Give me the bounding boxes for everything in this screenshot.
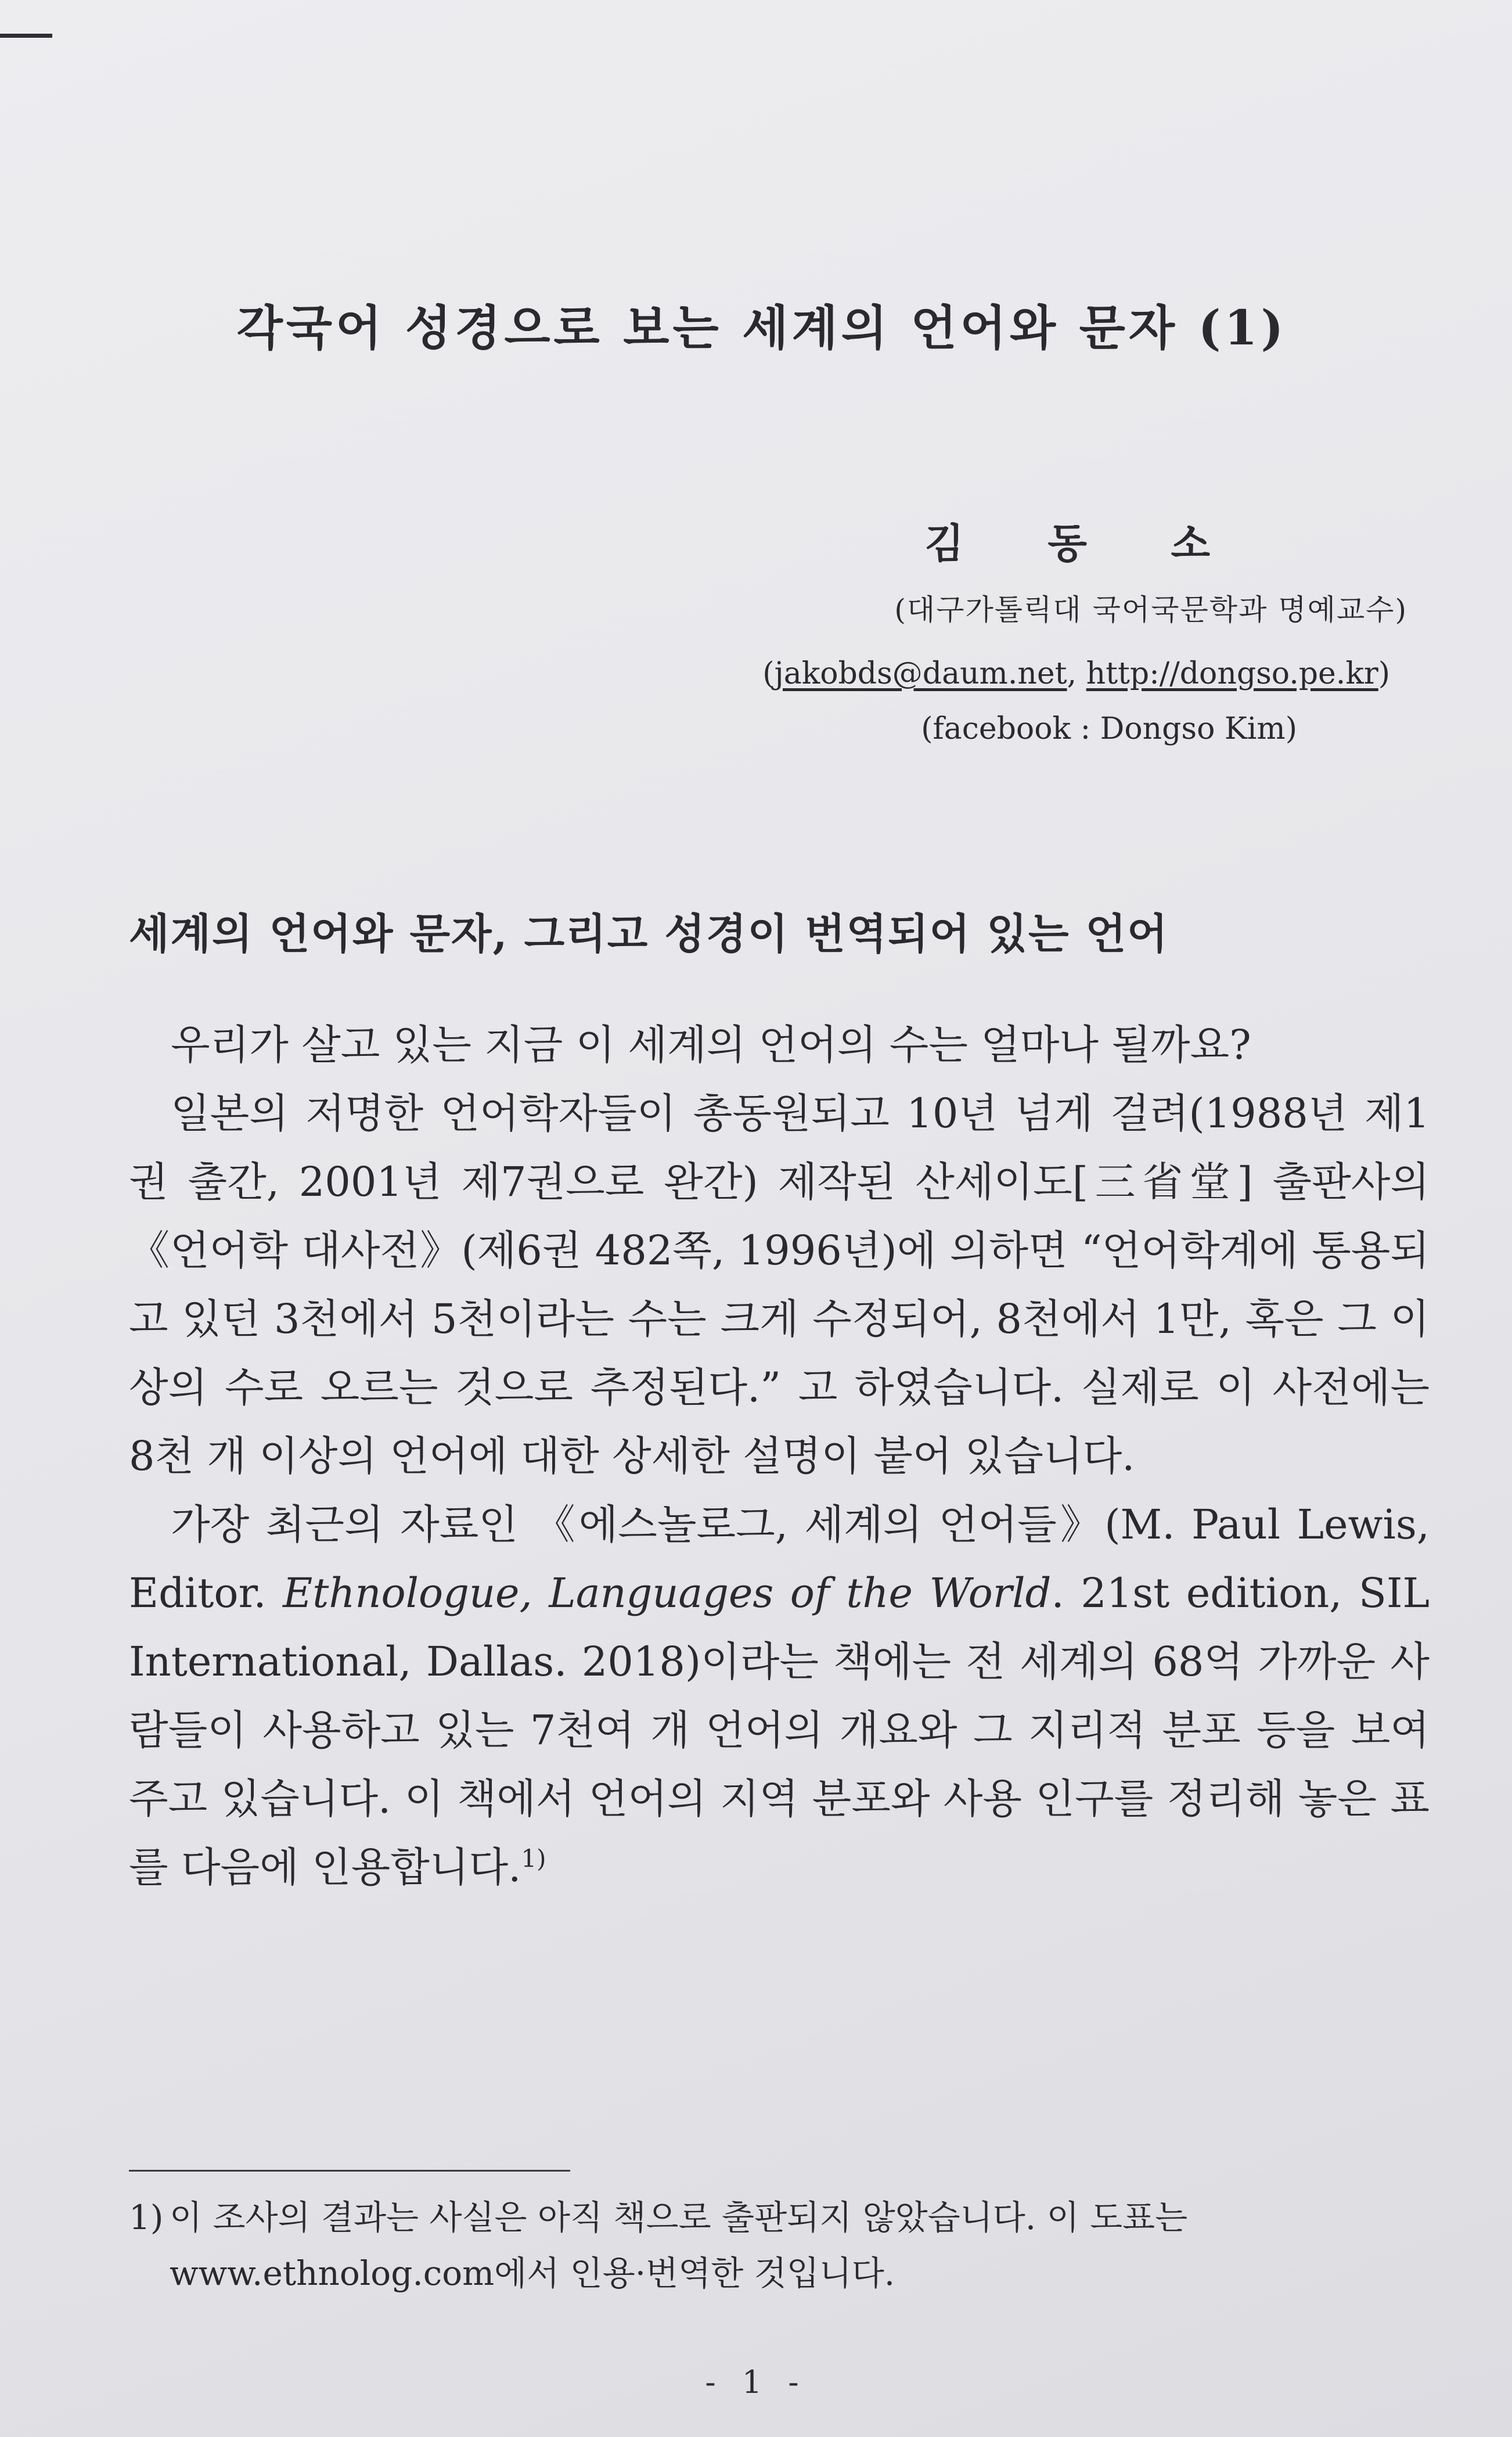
book-title-italic: Ethnologue, Languages of the World	[283, 1569, 1052, 1617]
footnote-reference[interactable]: 1)	[521, 1844, 546, 1873]
footnote-text-line-1: 이 조사의 결과는 사실은 아직 책으로 출판되지 않았습니다. 이 도표는	[170, 2198, 1188, 2237]
paragraph-3-part-b: . 21st edition, SIL International, Dallas. 2018)이라는 책에는 전 세계의 68억 가까운 사람들이 사용하고 있는 7천여 개 언어의 개요와 그 지리적 분포 등을 보여 주고 있습니다. 이 책에서 언어의 지역 분포와 사용 인구를 정리해 놓은 표를 다음에 인용합니다.	[129, 1569, 1430, 1891]
contact-open-paren: (	[762, 656, 775, 691]
page-number: - 1 -	[705, 2364, 807, 2400]
author-website-link[interactable]: http://dongso.pe.kr	[1086, 656, 1378, 691]
corner-mark	[0, 34, 52, 38]
footnote	[129, 2190, 1441, 2301]
paragraph-1: 우리가 살고 있는 지금 이 세계의 언어의 수는 얼마나 될까요?	[171, 1021, 1251, 1069]
author-contact	[762, 656, 1390, 691]
document-title: 각국어 성경으로 보는 세계의 언어와 문자 (1)	[236, 300, 1287, 356]
author-email-link[interactable]: jakobds@daum.net	[774, 656, 1067, 691]
paragraph-3	[129, 1490, 1430, 1902]
author-name: 김 동 소	[924, 519, 1245, 567]
body-text	[129, 1011, 1430, 1902]
section-heading: 세계의 언어와 문자, 그리고 성경이 번역되어 있는 언어	[129, 909, 1169, 958]
footnote-divider	[129, 2170, 570, 2172]
paragraph-2: 일본의 저명한 언어학자들이 총동원되고 10년 넘게 걸려(1988년 제1권 출간, 2001년 제7권으로 완간) 제작된 산세이도[三省堂] 출판사의 《언어학 대사전》(제6권 482쪽, 1996년)에 의하면 “언어학계에 통용되고 있던 3천에서 5천이라는 수는 크게 수정되어, 8천에서 1만, 혹은 그 이상의 수로 오르는 것으로 추정된다.” 고 하였습니다. 실제로 이 사전에는 8천 개 이상의 언어에 대한 상세한 설명이 붙어 있습니다.	[129, 1090, 1430, 1480]
footnote-text-line-2: www.ethnolog.com에서 인용·번역한 것입니다.	[170, 2253, 895, 2293]
contact-separator: ,	[1067, 656, 1086, 691]
paragraph-3-part-a: 가장 최근의 자료인 《에스놀로그, 세계의 언어들》(M. Paul Lewis, Editor.	[129, 1501, 1430, 1617]
contact-close-paren: )	[1378, 656, 1390, 691]
author-facebook: (facebook : Dongso Kim)	[921, 711, 1297, 746]
footnote-number: 1)	[129, 2198, 164, 2237]
author-affiliation: (대구가톨릭대 국어국문학과 명예교수)	[894, 593, 1407, 627]
